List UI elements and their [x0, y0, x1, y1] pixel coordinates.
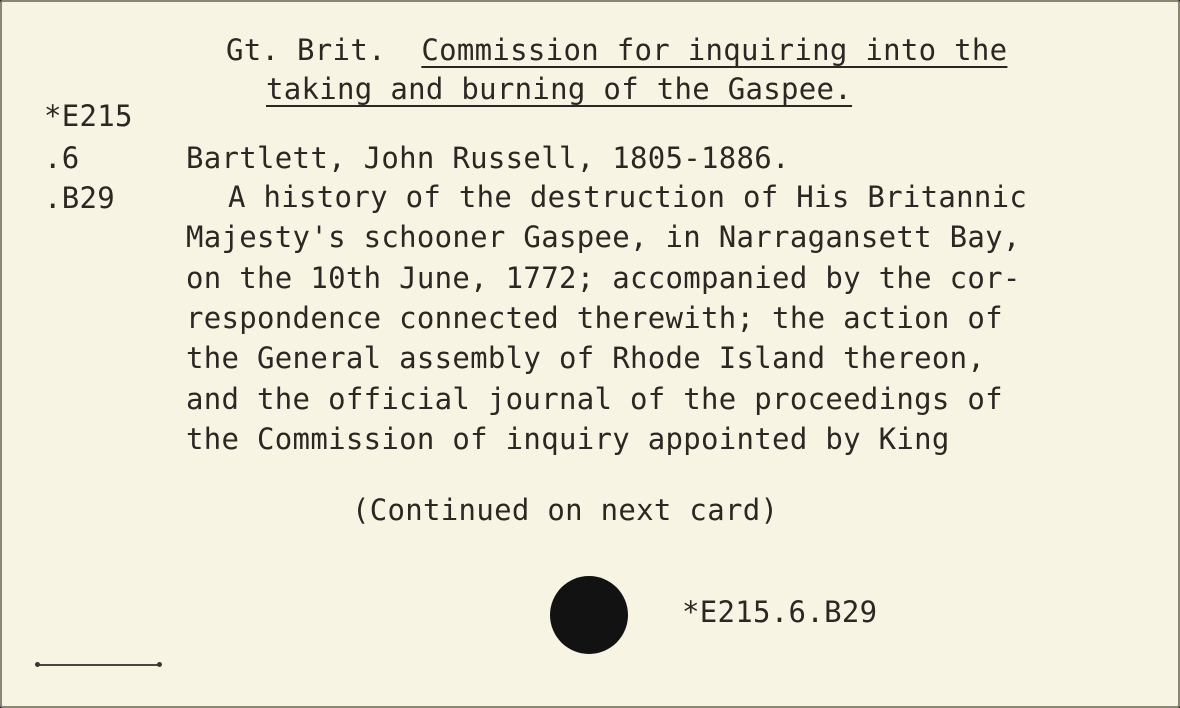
punch-hole	[550, 576, 628, 654]
heading-title-line-1: Commission for inquiring into the	[421, 33, 1008, 67]
call-number-line-1: *E215	[44, 99, 133, 133]
heading-line-1	[226, 33, 1008, 67]
pencil-mark	[38, 664, 160, 666]
footer-call-number: *E215.6.B29	[682, 595, 878, 629]
call-number-line-2: .6	[44, 141, 80, 175]
description-line: on the 10th June, 1772; accompanied by the cor-	[186, 261, 1021, 295]
description-line: A history of the destruction of His Britannic	[228, 180, 1028, 214]
description-line: the Commission of inquiry appointed by King	[186, 422, 950, 456]
author-heading: Bartlett, John Russell, 1805-1886.	[186, 141, 790, 175]
heading-title-line-2: taking and burning of the Gaspee.	[266, 72, 853, 106]
heading-lead: Gt. Brit.	[226, 33, 386, 67]
call-number-line-3: .B29	[44, 181, 116, 215]
description-line: the General assembly of Rhode Island thereon,	[186, 341, 986, 375]
description-line: and the official journal of the proceedings of	[186, 382, 1003, 416]
description-line: Majesty's schooner Gaspee, in Narragansett Bay,	[186, 220, 1021, 254]
pencil-mark-dot	[35, 662, 40, 667]
description-line: respondence connected therewith; the action of	[186, 301, 1003, 335]
continued-note: (Continued on next card)	[352, 493, 779, 527]
pencil-mark-dot	[157, 662, 162, 667]
